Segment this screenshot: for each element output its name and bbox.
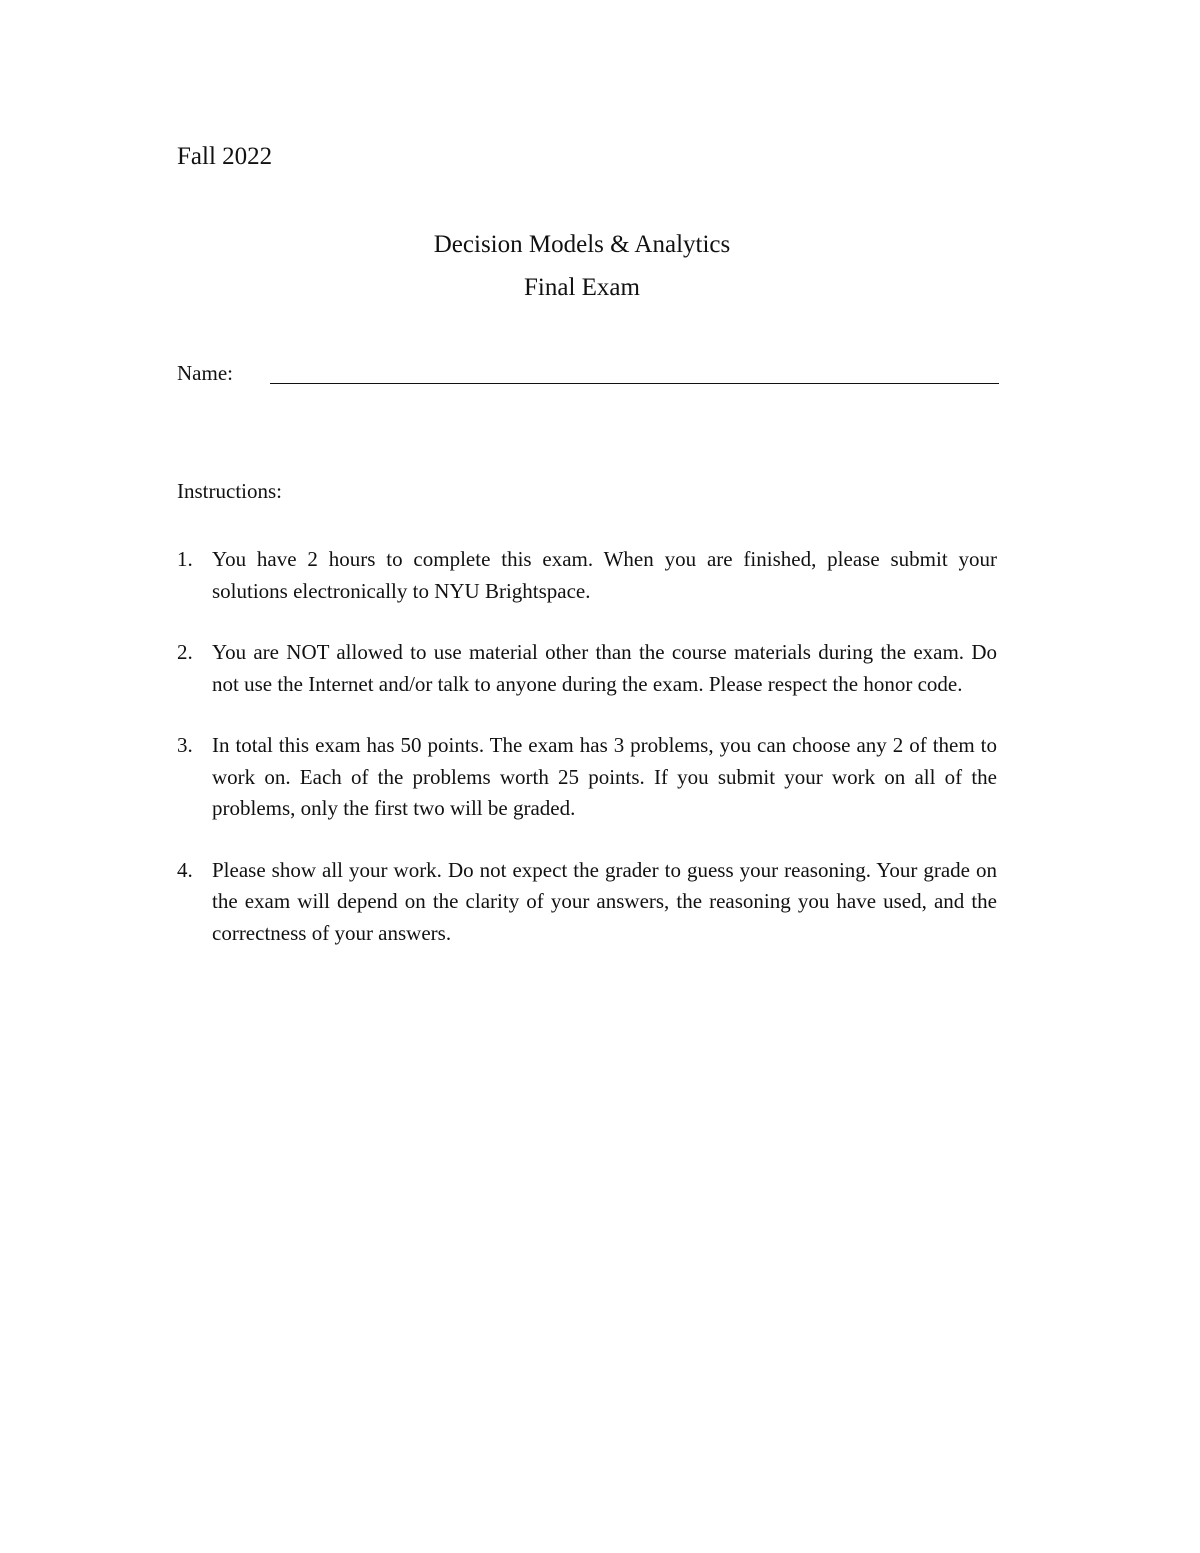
instruction-text: Please show all your work. Do not expect the grader to guess your reasoning. Your grade on the exam will depend on the clarity of your answers, the reasoning you have used, and the correctness of your answers. [212,857,997,945]
semester-label: Fall 2022 [177,143,273,170]
instruction-text: You have 2 hours to complete this exam. When you are finished, please submit your solutions electronically to NYU Brightspace. [212,547,997,603]
instruction-item [177,544,997,607]
instruction-number: 2. [177,640,193,664]
instruction-text: In total this exam has 50 points. The exam has 3 problems, you can choose any 2 of them to work on. Each of the problems worth 25 points. If you submit your work on all of the problems, only the first two will be graded. [212,733,997,820]
name-blank-line [270,383,999,384]
instruction-number: 1. [177,547,193,571]
name-field [177,358,999,392]
instruction-item [177,730,997,825]
instruction-number: 4. [177,857,193,882]
name-label: Name: [177,361,233,385]
instruction-item [177,637,997,700]
instructions-list [177,544,997,979]
course-title: Decision Models & Analytics [433,231,731,258]
instruction-number: 3. [177,733,193,757]
instruction-text: You are NOT allowed to use material other than the course materials during the exam. Do not use the Internet and/or talk to anyone during the exam. Please respect the honor code. [212,640,997,696]
instructions-heading: Instructions: [177,479,282,503]
instruction-item [177,855,997,950]
exam-title: Final Exam [524,274,640,301]
